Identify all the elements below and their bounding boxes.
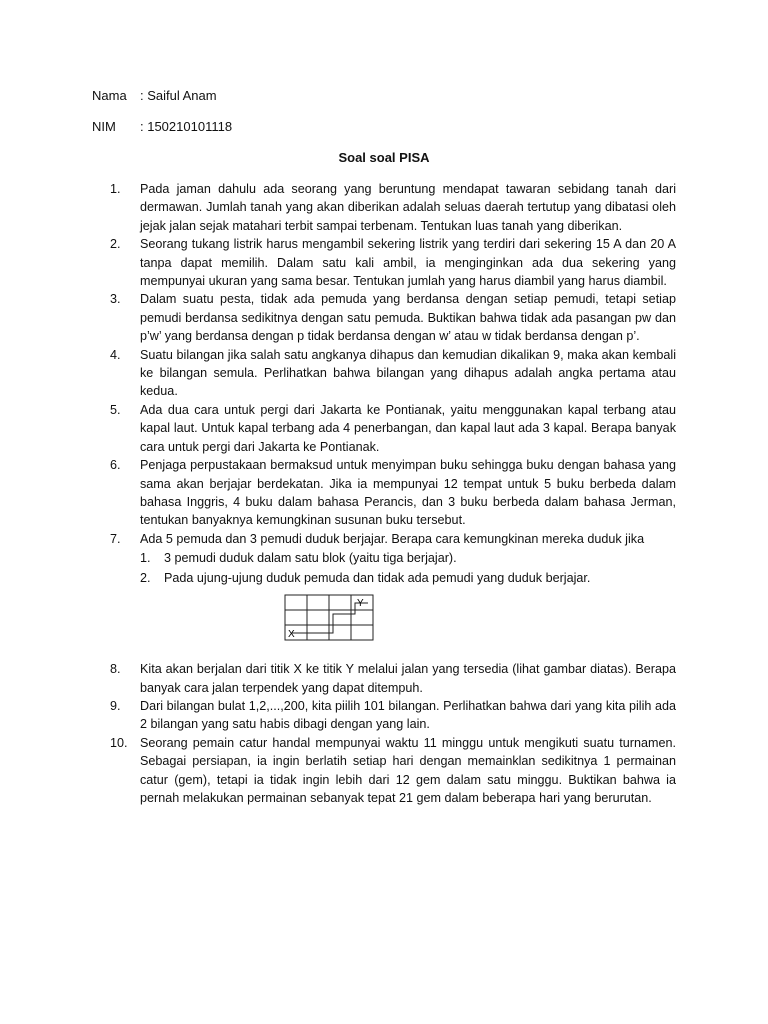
problem-text: Penjaga perpustakaan bermaksud untuk menyimpan buku sehingga buku dengan bahasa yang sama akan berjajar berdekatan. Jika ia mempunyai 12 tempat untuk 5 buku berbeda dalam bahasa Inggris, 4 buku dalam bahasa Perancis, dan 3 buku berbeda dalam bahasa Jerman, tentukan banyaknya kemungkinan susunan buku tersebut. [140,458,676,528]
problem-text: Seorang pemain catur handal mempunyai waktu 11 minggu untuk mengikuti suatu turnamen. Sebagai persiapan, ia ingin berlatih setiap hari dengan memainklan sedikitnya 1 permainan catur (gem), tetapi ia tidak ingin lebih dari 12 gem dalam satu minggu. Buktikan bahwa ia pernah melakukan permainan sebanyak tepat 21 gem dalam beberapa hari yang berurutan. [140,735,676,805]
problem-number: 6. [110,458,121,473]
problem-item [110,401,676,456]
problem-number: 5. [110,402,121,417]
path-grid-figure [110,588,676,660]
problem-item [110,456,676,530]
problem-text: Dari bilangan bulat 1,2,...,200, kita piilih 101 bilangan. Perlihatkan bahwa dari yang kita pilih ada 2 bilangan yang satu habis dibagi dengan yang lain. [140,698,676,732]
problem-item [110,290,676,345]
nim-label: NIM [92,119,116,134]
sub-item [140,568,676,588]
sub-list [110,548,676,588]
problem-text: Ada 5 pemuda dan 3 pemudi duduk berjajar. Berapa cara kemungkinan mereka duduk jika [140,531,645,546]
problem-number: 8. [110,662,121,677]
sub-number: 1. [140,551,151,566]
page-title: Soal soal PISA [338,150,430,165]
problem-item [110,697,676,734]
problem-text: Pada jaman dahulu ada seorang yang beruntung mendapat tawaran sebidang tanah dari dermawan. Jumlah tanah yang akan diberikan adalah seluas daerah tertutup yang dibatasi oleh jejak jalan sejak matahari terbit sampai terbenam. Tentukan luas tanah yang diberikan. [140,182,676,233]
name-row [92,88,217,103]
nim-row [92,119,232,134]
problem-text: Dalam suatu pesta, tidak ada pemuda yang berdansa dengan setiap pemudi, tetapi setiap pemudi berdansa sedikitnya dengan satu pemuda. Buktikan bahwa tidak ada pasangan pw dan p’w’ yang berdansa dengan p tidak berdansa dengan w’ atau w tidak berdansa dengan p’. [140,292,676,344]
point-x-label: X [288,629,295,641]
problem-number: 3. [110,292,121,307]
sub-text: Pada ujung-ujung duduk pemuda dan tidak ada pemudi yang duduk berjajar. [164,571,591,586]
sub-number: 2. [140,571,151,586]
sub-item [140,548,676,568]
problem-item [110,180,676,235]
problem-list [110,180,676,807]
sub-text: 3 pemudi duduk dalam satu blok (yaitu tiga berjajar). [164,551,457,566]
problem-text: Ada dua cara untuk pergi dari Jakarta ke Pontianak, yaitu menggunakan kapal terbang atau kapal laut. Untuk kapal terbang ada 4 penerbangan, dan kapal laut ada 3 kapal. Berapa banyak cara untuk pergi dari Jakarta ke Pontianak. [140,402,676,454]
name-value: : Saiful Anam [140,88,217,103]
problem-item [110,346,676,401]
problem-number: 4. [110,347,121,362]
problem-number: 7. [110,531,121,546]
grid-diagram [284,594,376,642]
problem-item [110,235,676,290]
problem-text: Kita akan berjalan dari titik X ke titik Y melalui jalan yang tersedia (lihat gambar diatas). Berapa banyak cara jalan terpendek yang dapat ditempuh. [140,662,676,695]
problem-number: 1. [110,182,121,196]
point-y-label: Y [357,598,364,610]
problem-number: 10. [110,735,128,750]
nim-value: : 150210101118 [140,119,233,134]
problem-item [110,530,676,548]
problem-number: 2. [110,237,121,252]
problem-text: Seorang tukang listrik harus mengambil sekering listrik yang terdiri dari sekering 15 A dan 20 A tanpa dapat memilih. Dalam satu kali ambil, ia menginginkan ada dua sekering yang mempunyai ukuran yang sama besar. Tentukan jumlah yang harus diambil yang harus diambil. [140,237,676,289]
name-label: Nama [92,88,127,103]
problem-number: 9. [110,698,121,713]
problem-item [110,734,676,808]
problem-text: Suatu bilangan jika salah satu angkanya dihapus dan kemudian dikalikan 9, maka akan kembali ke bilangan semula. Perlihatkan bahwa bilangan yang dihapus adalah angka pertama atau kedua. [140,347,676,399]
problem-item [110,660,676,697]
